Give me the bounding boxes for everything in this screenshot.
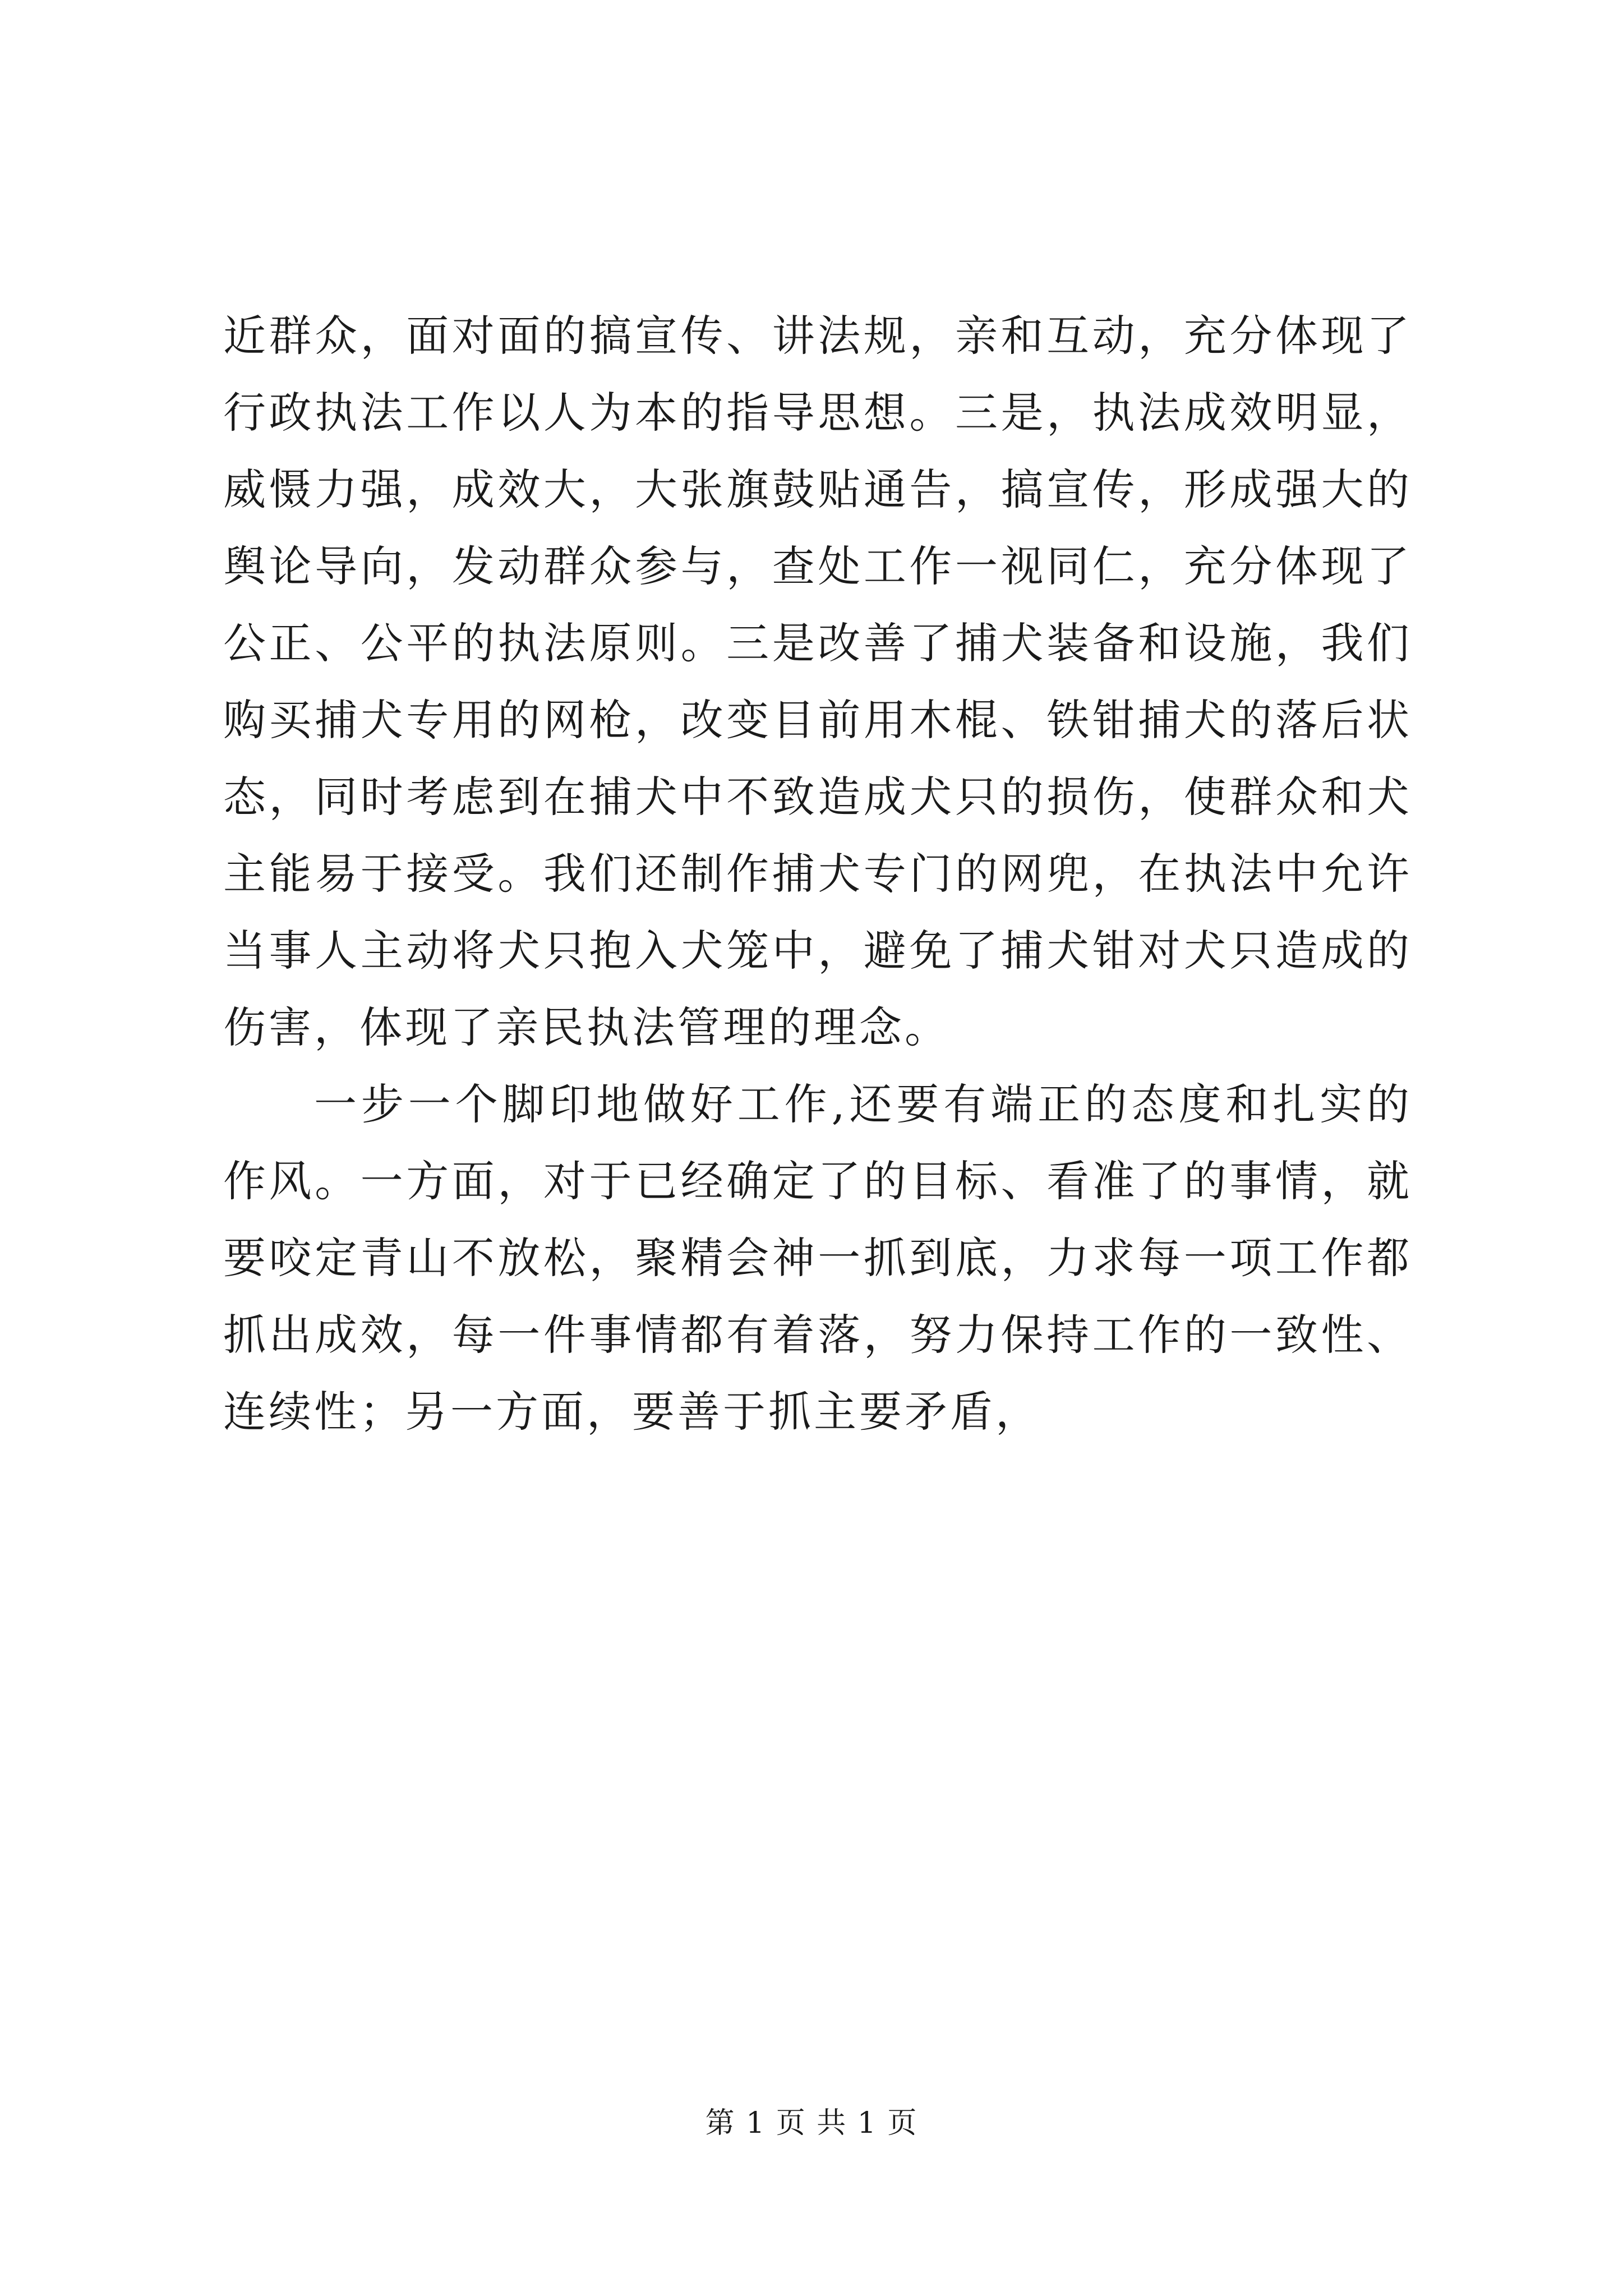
paragraph-work-attitude: 一步一个脚印地做好工作,还要有端正的态度和扎实的作风。一方面，对于已经确定了的目标、看准了的事情，就要咬定青山不放松，聚精会神一抓到底，力求每一项工作都抓出成效，每一件事情都有着落，努力保持工作的一致性、连续性；另一方面，要善于抓主要矛盾， <box>223 1079 1412 1437</box>
page-footer: 第 1 页 共 1 页 <box>705 2106 918 2140</box>
document-body <box>223 297 1412 1450</box>
paragraph-continued: 近群众，面对面的搞宣传、讲法规，亲和互动，充分体现了行政执法工作以人为本的指导思想。三是，执法成效明显，威慑力强，成效大，大张旗鼓贴通告，搞宣传，形成强大的舆论导向，发动群众参与，查处工作一视同仁，充分体现了公正、公平的执法原则。三是改善了捕犬装备和设施，我们购买捕犬专用的网枪，改变目前用木棍、铁钳捕犬的落后状态，同时考虑到在捕犬中不致造成犬只的损伤，使群众和犬主能易于接受。我们还制作捕犬专门的网兜，在执法中允许当事人主动将犬只抱入犬笼中，避免了捕犬钳对犬只造成的伤害，体现了亲民执法管理的理念。 <box>223 311 1412 1052</box>
